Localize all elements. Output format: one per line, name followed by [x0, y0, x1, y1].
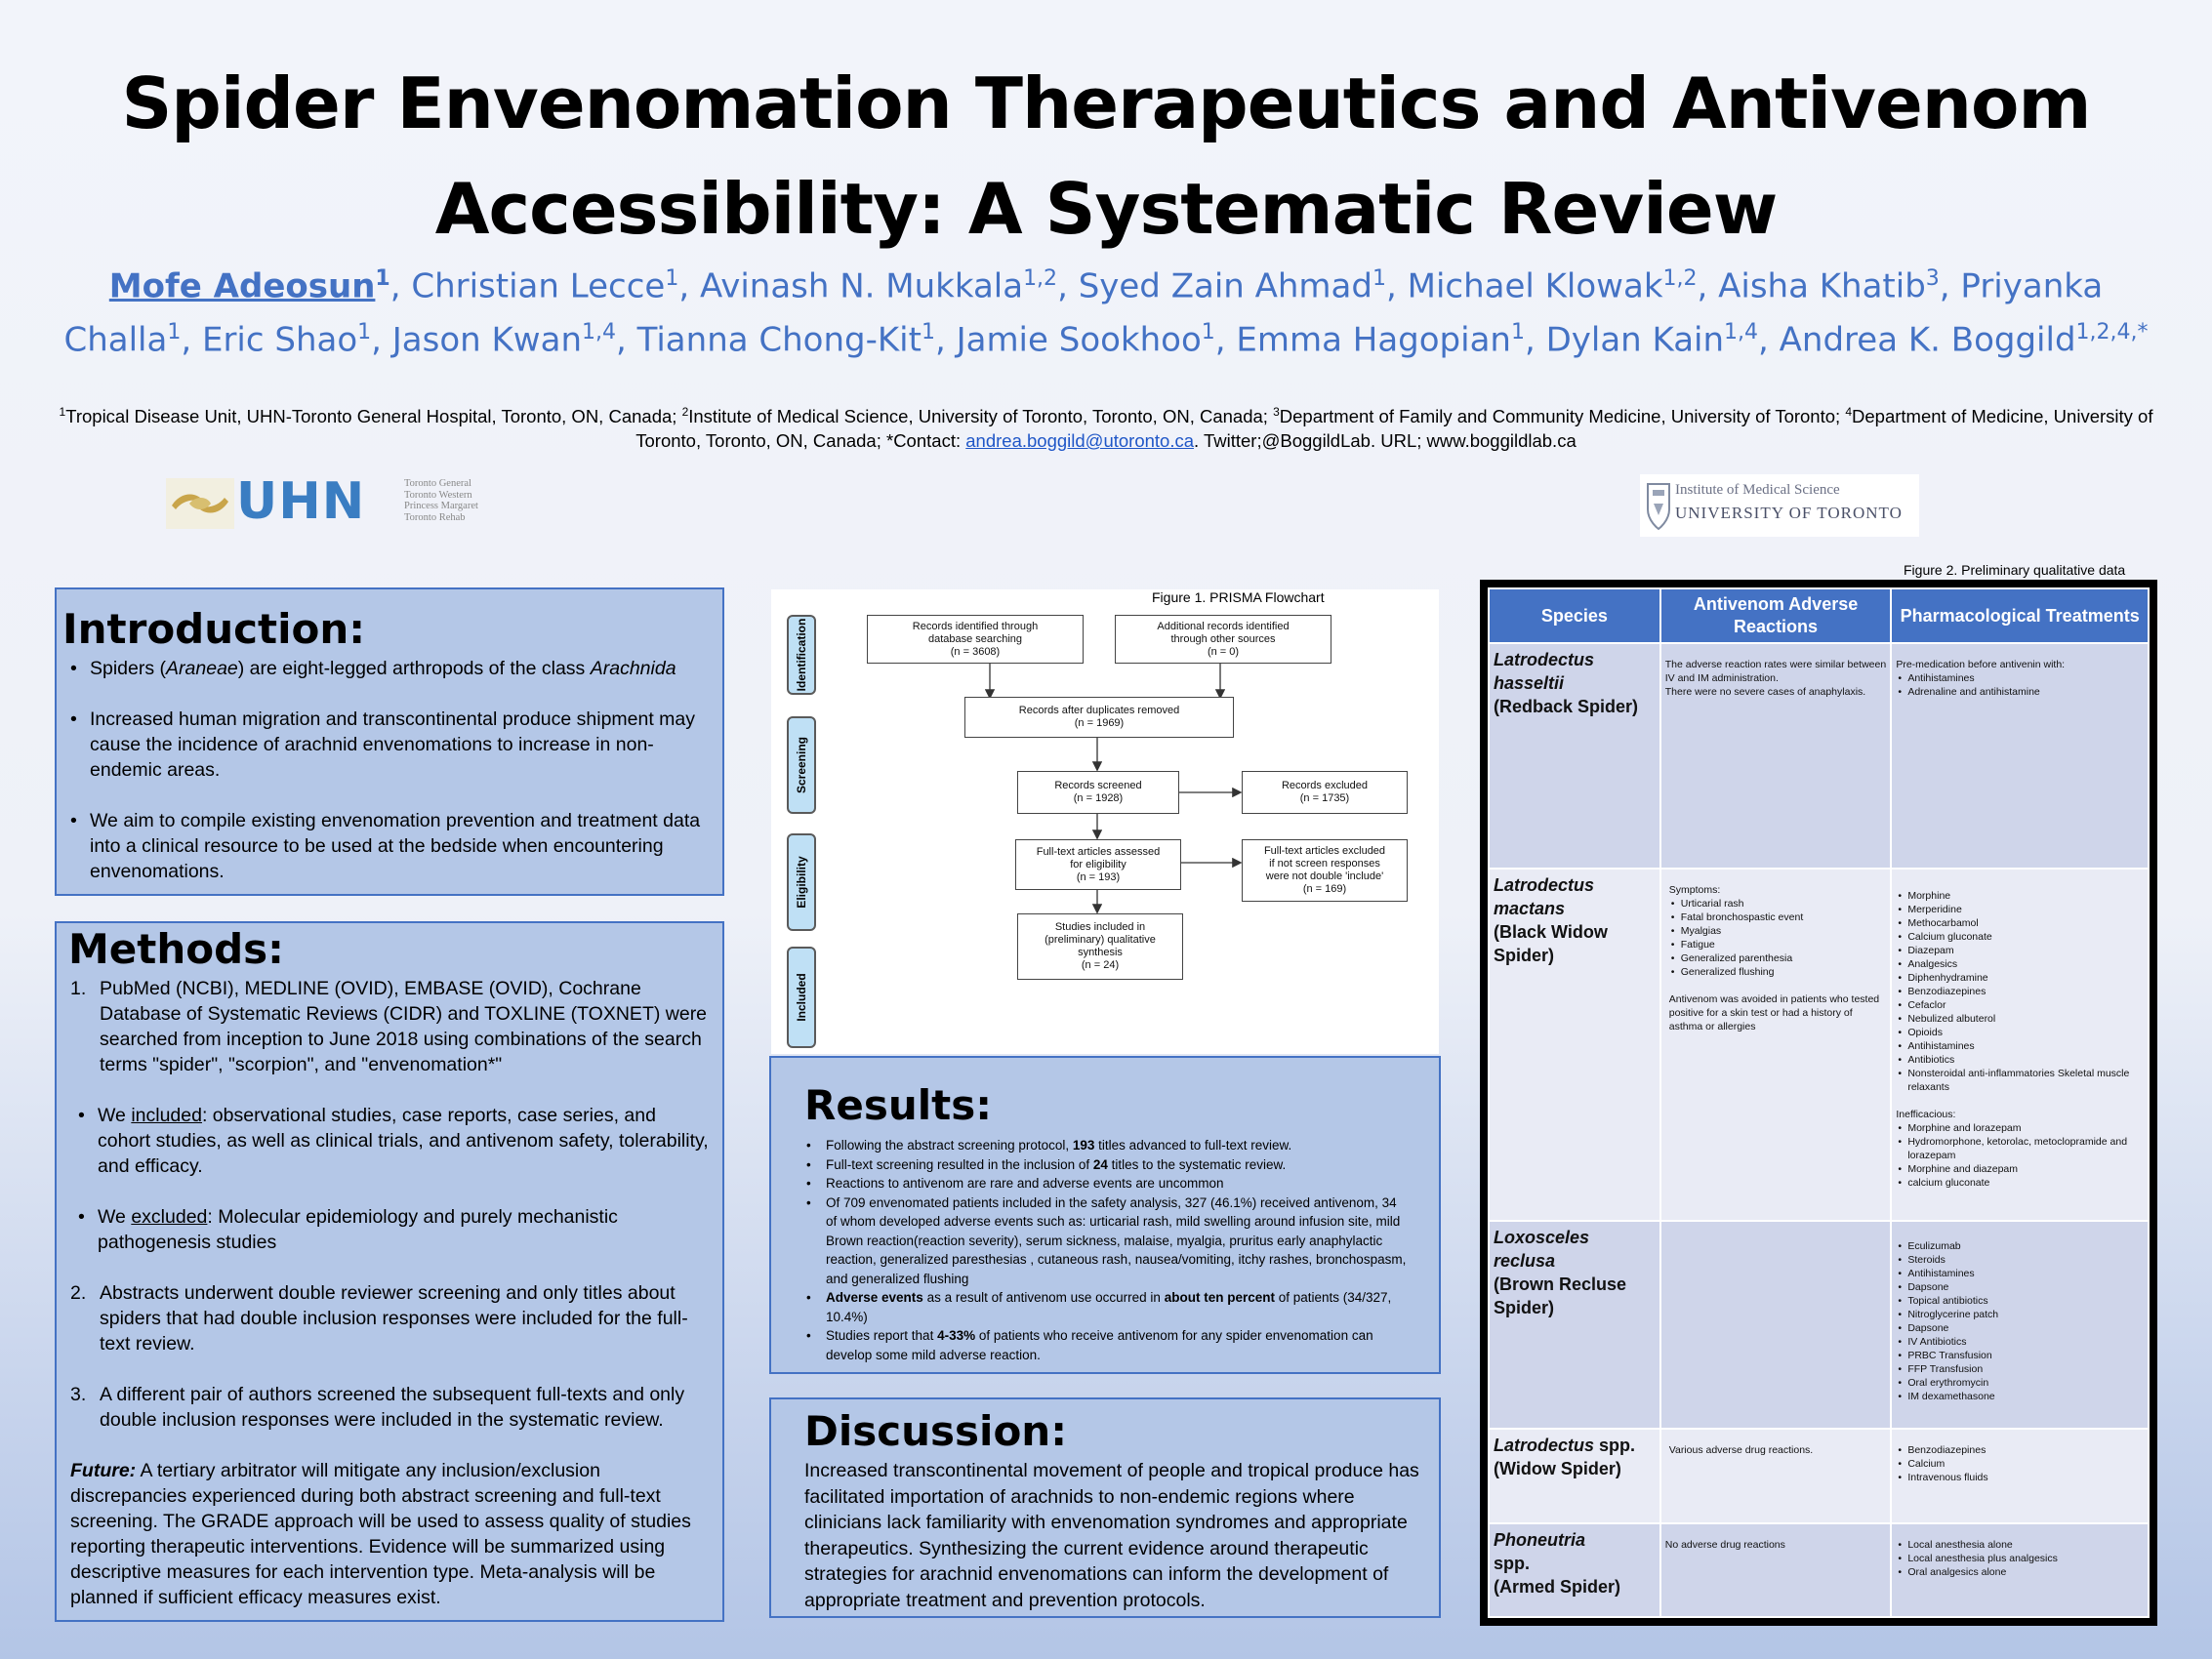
species-cell — [1489, 1523, 1660, 1617]
methods-item-1 — [70, 976, 709, 1077]
author-name: Emma Hagopian — [1236, 320, 1511, 360]
list-item: • Oral erythromycin — [1896, 1376, 2144, 1390]
future-label: Future: — [70, 1460, 137, 1481]
prisma-box-database — [867, 615, 1084, 664]
treatment-cell — [1891, 643, 2149, 869]
uhn-sub-2: Toronto Western — [404, 489, 472, 501]
r5-post: of patients (34/327, 10.4%) — [826, 1290, 1392, 1324]
box2-l2: through other sources — [1170, 632, 1276, 645]
treatment-cell — [1891, 1221, 2149, 1429]
adv-head: Symptoms: — [1668, 884, 1721, 897]
tx-head: Pre-medication before antivenin with: — [1896, 659, 2066, 671]
box5-l2: (n = 1735) — [1299, 792, 1350, 804]
prisma-box-screened — [1017, 771, 1179, 814]
box6-l2: for eligibility — [1070, 858, 1126, 870]
methods-text-1: PubMed (NCBI), MEDLINE (OVID), EMBASE (OVID), Cochrane Database of Systematic Reviews (CIDR) and TOXLINE (TOXNET) were searched from inception to June 2018 using combinations of the search terms "spider", "scorpion", and "envenomation*" — [100, 978, 708, 1075]
author-affiliation-sup: 3 — [1925, 266, 1940, 291]
box2-l3: (n = 0) — [1207, 645, 1240, 658]
author-name: Mofe Adeosun — [108, 266, 376, 306]
exc-pre: We — [98, 1206, 132, 1228]
list-item: • Steroids — [1896, 1253, 2144, 1267]
r5-mid: as a result of antivenom use occurred in — [922, 1290, 1165, 1305]
list-item: • Diphenhydramine — [1896, 971, 2144, 985]
list-item: • Urticarial rash — [1669, 897, 1887, 910]
list-item: • Local anesthesia plus analgesics — [1896, 1552, 2144, 1565]
species-common: (Widow Spider) — [1494, 1459, 1621, 1479]
uhn-sub-4: Toronto Rehab — [404, 511, 466, 523]
prisma-box-fulltext-excluded — [1242, 839, 1408, 902]
author-affiliation-sup: 1 — [357, 320, 372, 345]
title-line-1: Spider Envenomation Therapeutics and Antivenom — [121, 62, 2091, 144]
contact-email-link[interactable]: andrea.boggild@utoronto.ca — [965, 430, 1195, 452]
author-affiliation-sup: 1,4 — [582, 320, 617, 345]
author-affiliation-sup: 1,4 — [1724, 320, 1759, 345]
uoft-line-1: Institute of Medical Science — [1675, 482, 1840, 498]
author-name: Priyanka Challa — [63, 266, 2104, 360]
box8-l4: (n = 24) — [1081, 959, 1120, 971]
list-item: • Morphine and diazepam — [1896, 1162, 2144, 1176]
results-panel — [769, 1056, 1441, 1374]
species-cell — [1489, 1429, 1660, 1522]
affiliation-3: Department of Family and Community Medicine, University of Toronto; — [1279, 406, 1846, 427]
treatment-cell — [1891, 1429, 2149, 1522]
affiliation-2: Institute of Medical Science, University of Toronto, Toronto, ON, Canada; — [688, 406, 1274, 427]
author-name: Avinash N. Mukkala — [699, 266, 1024, 306]
methods-item-2 — [70, 1280, 709, 1356]
list-item: • Adrenaline and antihistamine — [1896, 685, 2144, 699]
tx-inefficacious: Inefficacious: — [1896, 1109, 1956, 1121]
author-affiliation-sup: 1 — [1201, 320, 1215, 345]
inc-post: : observational studies, case reports, case series, and cohort studies, as well as clinical trials, and antivenom safety, tolerability, and efficacy. — [98, 1105, 709, 1177]
species-cell — [1489, 643, 1660, 869]
r2-post: titles to the systematic review. — [1107, 1156, 1287, 1172]
stage-label-3: Eligibility — [795, 856, 808, 909]
list-item: • Merperidine — [1896, 903, 2144, 916]
list-item: • Antihistamines — [1896, 671, 2144, 685]
list-item: • Nonsteroidal anti-inflammatories Skeletal muscle relaxants — [1896, 1067, 2144, 1094]
author-affiliation-sup: 1 — [921, 320, 935, 345]
methods-future — [70, 1458, 709, 1610]
introduction-heading: Introduction: — [62, 605, 366, 653]
table-row — [1489, 1429, 2149, 1522]
stage-label-2: Screening — [795, 736, 808, 794]
affiliations: $^1$Tropical Disease Unit, UHN-Toronto General Hospital, Toronto, ON, Canada; $^2$Institute of Medical Science, University of Toronto, Toronto, ON, Canada; $^3$Department of Family and Community Medicine, University of Toronto; $^4$Department of Medicine, University of Toronto, Toronto, ON, Canada; *Contact: andrea.boggild@utoronto.ca. Twitter;@BoggildLab. URL; www.boggildlab.ca — [59, 405, 2153, 452]
methods-excluded — [70, 1204, 709, 1255]
box6-l3: (n = 193) — [1076, 870, 1121, 883]
list-item: • Nitroglycerine patch — [1896, 1308, 2144, 1321]
methods-item-3 — [70, 1382, 709, 1433]
methods-num-1: 1. — [70, 978, 87, 999]
list-item: • Oral analgesics alone — [1896, 1565, 2144, 1579]
list-item: • calcium gluconate — [1896, 1176, 2144, 1190]
author-affiliation-sup: 1 — [665, 266, 679, 291]
tx-list — [1896, 1239, 2144, 1403]
species-spp: spp. — [1494, 1553, 1531, 1573]
table-header-row — [1489, 588, 2149, 643]
list-item: • Topical antibiotics — [1896, 1294, 2144, 1308]
prisma-box-other — [1115, 615, 1331, 664]
list-item: • Methocarbamol — [1896, 916, 2144, 930]
species-italic: Phoneutria — [1494, 1529, 1586, 1550]
intro-bullet-3: • We aim to compile existing envenomation prevention and treatment data into a clinical resource to be used at the bedside when encountering envenomations. — [62, 808, 717, 884]
results-heading: Results: — [804, 1081, 992, 1129]
header-treatments: Pharmacological Treatments — [1891, 588, 2149, 643]
box1-l2: database searching — [927, 632, 1022, 645]
intro-b1-pre: Spiders ( — [90, 658, 167, 679]
inc-pre: We — [98, 1105, 132, 1126]
adverse-cell — [1660, 643, 1892, 869]
box3-l2: (n = 1969) — [1074, 717, 1125, 729]
tx-list — [1896, 1443, 2144, 1484]
author-name: Eric Shao — [201, 320, 358, 360]
list-item: • FFP Transfusion — [1896, 1362, 2144, 1376]
methods-num-3: 3. — [70, 1384, 87, 1405]
author-affiliation-sup: 1,2 — [1662, 266, 1698, 291]
list-item: • Local anesthesia alone — [1896, 1538, 2144, 1552]
intro-b1-mid: ) are eight-legged arthropods of the class — [237, 658, 591, 679]
box8-l2: (preliminary) qualitative — [1045, 934, 1156, 946]
species-common: (Black Widow Spider) — [1494, 922, 1608, 966]
r6-pre: Studies report that — [826, 1328, 938, 1343]
affiliation-1: Tropical Disease Unit, UHN-Toronto General Hospital, Toronto, ON, Canada; — [65, 406, 682, 427]
box8-l3: synthesis — [1078, 947, 1123, 958]
intro-b1-italic-1: Araneae — [166, 658, 238, 679]
box7-l3: were not double 'include' — [1265, 870, 1384, 882]
r1-bold: 193 — [1072, 1138, 1095, 1153]
list-item: • Analgesics — [1896, 957, 2144, 971]
author-name: Jamie Sookhoo — [956, 320, 1202, 360]
tx-list — [1896, 889, 2144, 1094]
stage-label-4: Included — [795, 973, 808, 1022]
uhn-logo — [166, 472, 517, 531]
box3-l1: Records after duplicates removed — [1018, 705, 1180, 716]
result-2 — [804, 1155, 1410, 1175]
list-item: • Antihistamines — [1896, 1267, 2144, 1280]
r2-pre: Full-text screening resulted in the inclusion of — [826, 1156, 1093, 1172]
tx-list-inefficacious — [1896, 1121, 2144, 1190]
author-affiliation-sup: 1 — [1372, 266, 1386, 291]
species-italic: Loxosceles reclusa — [1494, 1228, 1590, 1272]
list-item: • Antibiotics — [1896, 1053, 2144, 1067]
author-name: Aisha Khatib — [1718, 266, 1926, 306]
list-item: • Eculizumab — [1896, 1239, 2144, 1253]
treatment-cell — [1891, 1523, 2149, 1617]
species-italic: Latrodectus hasseltii — [1494, 650, 1595, 694]
r1-post: titles advanced to full-text review. — [1094, 1138, 1292, 1153]
list-item: • Diazepam — [1896, 944, 2144, 957]
methods-heading: Methods: — [68, 925, 284, 973]
table-caption: Figure 2. Preliminary qualitative data — [1904, 562, 2126, 578]
result-3: • Reactions to antivenom are rare and adverse events are uncommon — [804, 1174, 1410, 1194]
r6-post: of patients who receive antivenom for any spider envenomation can develop some mild adverse reaction. — [826, 1328, 1373, 1362]
list-item: • Fatal bronchospastic event — [1669, 910, 1887, 924]
prisma-box-included — [1017, 913, 1183, 980]
header-adverse: Antivenom Adverse Reactions — [1660, 588, 1892, 643]
r2-bold: 24 — [1092, 1156, 1108, 1172]
uoft-crest-icon — [1644, 476, 1673, 535]
species-cell — [1489, 1221, 1660, 1429]
list-item: • Cefaclor — [1896, 998, 2144, 1012]
adv-note: Antivenom was avoided in patients who tested positive for a skin test or had a history of asthma or allergies — [1668, 993, 1880, 1033]
affiliation-tail: . Twitter;@BoggildLab. URL; www.boggildlab.ca — [1194, 430, 1577, 452]
result-4: • Of 709 envenomated patients included in the safety analysis, 327 (46.1%) received antivenom, 34 of whom developed adverse events such as: urticarial rash, mild swelling around infusion site, mild Brown reaction(reaction severity), serum sickness, malaise, myalgia, pruritus early anaphylactic reaction, generalized paresthesias , cutaneous rash, nausea/vomiting, itchy rashes, bronchospasm, and generalized flushing — [804, 1194, 1410, 1289]
result-1 — [804, 1136, 1410, 1155]
qualitative-data-table — [1480, 580, 2157, 1626]
r5-bold-2: about ten percent — [1164, 1290, 1275, 1305]
author-name: Syed Zain Ahmad — [1078, 266, 1372, 306]
list-item: • Fatigue — [1669, 938, 1887, 951]
species-cell — [1489, 869, 1660, 1221]
inc-underline: included — [131, 1105, 202, 1126]
box4-l2: (n = 1928) — [1073, 792, 1124, 804]
uhn-sub-3: Princess Margaret — [404, 501, 478, 511]
box1-l1: Records identified through — [912, 620, 1039, 632]
species-common: (Armed Spider) — [1494, 1576, 1621, 1597]
intro-bullet-2: • Increased human migration and transcontinental produce shipment may cause the incidence of arachnid envenomations to increase in non-endemic areas. — [62, 707, 717, 783]
list-item: • Benzodiazepines — [1896, 1443, 2144, 1457]
table-row — [1489, 869, 2149, 1221]
header-species: Species — [1489, 588, 1660, 643]
author-affiliation-sup: 1 — [1510, 320, 1525, 345]
adv-list — [1669, 897, 1887, 979]
result-5 — [804, 1288, 1410, 1326]
prisma-box-excluded — [1242, 771, 1408, 814]
list-item: • Morphine — [1896, 889, 2144, 903]
list-item: • PRBC Transfusion — [1896, 1349, 2144, 1362]
uhn-sub-1: Toronto General — [404, 478, 471, 489]
list-item: • Morphine and lorazepam — [1896, 1121, 2144, 1135]
list-item: • Calcium — [1896, 1457, 2144, 1471]
list-item: • Hydromorphone, ketorolac, metoclopramide and lorazepam — [1896, 1135, 2144, 1162]
discussion-text: Increased transcontinental movement of people and tropical produce has facilitated importation of arachnids to non-endemic regions where clinicians lack familiarity with envenomation syndromes and appropriate therapeutics. Synthesizing the current evidence around therapeutic strategies for arachnid envenomations can inform the development of appropriate treatment and prevention protocols. — [804, 1460, 1419, 1611]
list-item: • Myalgias — [1669, 924, 1887, 938]
methods-num-2: 2. — [70, 1282, 87, 1304]
r1-pre: Following the abstract screening protocol, — [826, 1138, 1073, 1153]
prisma-box-fulltext — [1015, 839, 1181, 890]
author-name: Michael Klowak — [1407, 266, 1663, 306]
list-item: • Calcium gluconate — [1896, 930, 2144, 944]
r6-bold: 4-33% — [937, 1328, 976, 1343]
list-item: • Benzodiazepines — [1896, 985, 2144, 998]
list-item: • Generalized parenthesia — [1669, 951, 1887, 965]
adv-line: The adverse reaction rates were similar between IV and IM administration. — [1664, 659, 1887, 685]
species-italic: Latrodectus mactans — [1494, 875, 1595, 919]
author-affiliation-sup: 1 — [167, 320, 182, 345]
introduction-panel — [55, 587, 724, 896]
prisma-caption: Figure 1. PRISMA Flowchart — [1152, 589, 1325, 605]
table-row — [1489, 643, 2149, 869]
author-list: Mofe Adeosun$^1$, Christian Lecce$^1$, Avinash N. Mukkala$^{1,2}$, Syed Zain Ahmad$^1$, Michael Klowak$^{1,2}$, Aisha Khatib$^3$, Priyanka Challa$^1$, Eric Shao$^1$, Jason Kwan$^{1,4}$, Tianna Chong-Kit$^1$, Jamie Sookhoo$^1$, Emma Hagopian$^1$, Dylan Kain$^{1,4}$, Andrea K. Boggild$^{1,2,4,*}$ — [63, 266, 2149, 360]
list-item: • Opioids — [1896, 1026, 2144, 1039]
tx-list — [1896, 671, 2144, 699]
list-item: • Dapsone — [1896, 1321, 2144, 1335]
intro-bullet-1 — [62, 656, 717, 681]
result-6 — [804, 1326, 1410, 1364]
author-affiliation-sup: 1,2 — [1023, 266, 1058, 291]
uhn-subtitles — [404, 478, 478, 523]
title-line-2: Accessibility: A Systematic Review — [434, 168, 1778, 250]
box8-l1: Studies included in — [1054, 921, 1146, 933]
author-name: Dylan Kain — [1545, 320, 1725, 360]
adverse-cell — [1660, 869, 1892, 1221]
intro-b1-italic-2: Arachnida — [590, 658, 676, 679]
list-item: • Generalized flushing — [1669, 965, 1887, 979]
list-item: • IM dexamethasone — [1896, 1390, 2144, 1403]
box7-l2: if not screen responses — [1269, 858, 1380, 870]
r5-bold-1: Adverse events — [826, 1290, 923, 1305]
list-item: • Intravenous fluids — [1896, 1471, 2144, 1484]
author-name: Christian Lecce — [411, 266, 666, 306]
future-text: A tertiary arbitrator will mitigate any inclusion/exclusion discrepancies experienced during both abstract screening and full-text screening. The GRADE approach will be used to assess quality of studies reporting therapeutic interventions. Evidence will be summarized using descriptive measures for each intervention type. Meta-analysis will be planned if sufficient efficacy measures exist. — [70, 1460, 691, 1608]
adverse-cell: Various adverse drug reactions. — [1660, 1429, 1892, 1522]
methods-text-3: A different pair of authors screened the subsequent full-texts and only double inclusion responses were included in the systematic review. — [100, 1384, 685, 1431]
discussion-heading: Discussion: — [804, 1407, 1068, 1455]
box2-l1: Additional records identified — [1157, 620, 1290, 632]
exc-underline: excluded — [131, 1206, 208, 1228]
methods-panel — [55, 921, 724, 1622]
table-row — [1489, 1523, 2149, 1617]
affiliation-4: Department of Medicine, University of Toronto, Toronto, ON, Canada; *Contact: — [635, 406, 2153, 452]
prisma-box-duplicates — [964, 697, 1234, 738]
discussion-panel — [769, 1397, 1441, 1618]
uhn-wordmark: UHN — [236, 472, 366, 531]
adv-line: There were no severe cases of anaphylaxis. — [1664, 686, 1866, 699]
methods-text-2: Abstracts underwent double reviewer screening and only titles about spiders that had double inclusion responses were included for the full-text review. — [100, 1282, 688, 1355]
author-name: Andrea K. Boggild — [1779, 320, 2076, 360]
box5-l1: Records excluded — [1281, 780, 1369, 791]
list-item: • IV Antibiotics — [1896, 1335, 2144, 1349]
prisma-flowchart — [771, 589, 1439, 1054]
adverse-cell: No adverse drug reactions — [1660, 1523, 1892, 1617]
treatment-cell — [1891, 869, 2149, 1221]
box7-l1: Full-text articles excluded — [1263, 845, 1386, 857]
list-item: • Dapsone — [1896, 1280, 2144, 1294]
box7-l4: (n = 169) — [1302, 883, 1347, 895]
list-item: • Antihistamines — [1896, 1039, 2144, 1053]
box6-l1: Full-text articles assessed — [1036, 845, 1161, 858]
box4-l1: Records screened — [1054, 780, 1142, 791]
species-italic: Latrodectus — [1494, 1436, 1595, 1456]
species-common: (Redback Spider) — [1494, 697, 1639, 717]
list-item: • Nebulized albuterol — [1896, 1012, 2144, 1026]
stage-label-1: Identification — [795, 618, 808, 692]
poster-title — [0, 51, 2212, 262]
methods-included — [70, 1103, 709, 1179]
author-name: Tianna Chong-Kit — [636, 320, 922, 360]
table-row — [1489, 1221, 2149, 1429]
species-spp: spp. — [1594, 1436, 1636, 1456]
author-name: Jason Kwan — [391, 320, 583, 360]
uoft-logo — [1640, 474, 1919, 537]
author-affiliation-sup: 1 — [375, 266, 390, 291]
species-common: (Brown Recluse Spider) — [1494, 1275, 1627, 1318]
uoft-line-2: UNIVERSITY OF TORONTO — [1675, 504, 1903, 522]
tx-list — [1896, 1538, 2144, 1579]
exc-post: : Molecular epidemiology and purely mechanistic pathogenesis studies — [98, 1206, 618, 1253]
author-affiliation-sup: 1,2,4,* — [2075, 320, 2149, 345]
adverse-cell — [1660, 1221, 1892, 1429]
box1-l3: (n = 3608) — [950, 645, 1001, 658]
